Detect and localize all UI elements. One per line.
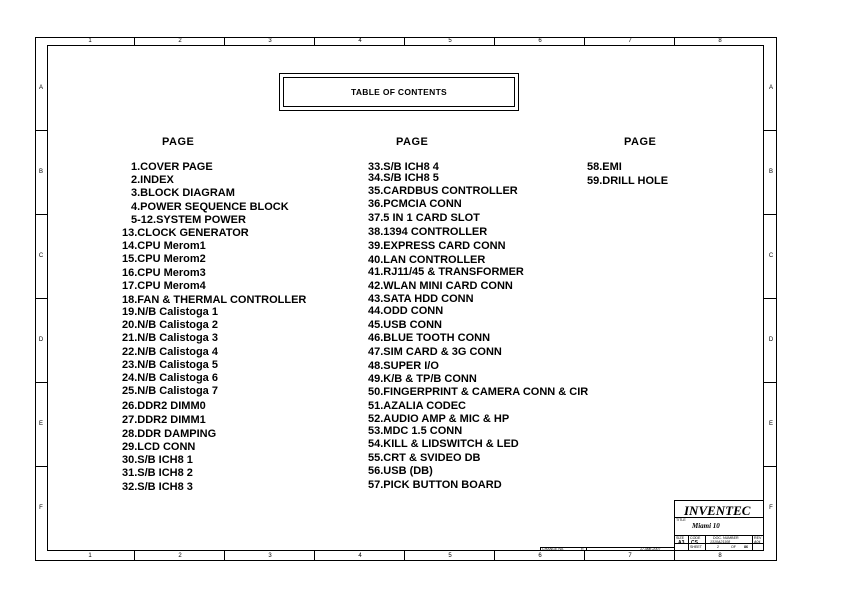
zone-row-e: E bbox=[38, 421, 43, 427]
toc-entry: 46.BLUE TOOTH CONN bbox=[368, 332, 491, 344]
column-header-3: PAGE bbox=[624, 136, 657, 148]
zone-row-d: D bbox=[38, 337, 44, 343]
zone-col-3: 3 bbox=[268, 38, 272, 44]
zone-col-4-bottom: 4 bbox=[358, 553, 362, 559]
zone-col-3-bottom: 3 bbox=[268, 553, 272, 559]
toc-entry: 36.PCMCIA CONN bbox=[368, 198, 462, 210]
toc-entry: 1.COVER PAGE bbox=[131, 161, 213, 173]
toc-entry: 21.N/B Calistoga 3 bbox=[122, 332, 218, 344]
toc-entry: 45.USB CONN bbox=[368, 319, 442, 331]
toc-entry: 56.USB (DB) bbox=[368, 465, 433, 477]
column-header-1: PAGE bbox=[162, 136, 195, 148]
zone-row-c-right: C bbox=[768, 253, 774, 259]
zone-col-7-bottom: 7 bbox=[628, 553, 632, 559]
title-label: TITLE bbox=[676, 518, 686, 522]
zone-row-f-right: F bbox=[769, 505, 773, 511]
toc-entry: 24.N/B Calistoga 6 bbox=[122, 372, 218, 384]
toc-entry: 44.ODD CONN bbox=[368, 305, 444, 317]
zone-row-f: F bbox=[39, 505, 43, 511]
of-label: OF bbox=[731, 545, 736, 549]
toc-entry: 28.DDR DAMPING bbox=[122, 428, 217, 440]
zone-col-2-bottom: 2 bbox=[178, 553, 182, 559]
toc-entry: 5-12.SYSTEM POWER bbox=[131, 214, 246, 226]
zone-row-b-right: B bbox=[768, 169, 773, 175]
change-label: CHANGE No. bbox=[542, 547, 564, 551]
toc-entry: 47.SIM CARD & 3G CONN bbox=[368, 346, 502, 358]
zone-row-e-right: E bbox=[768, 421, 773, 427]
toc-entry: 41.RJ11/45 & TRANSFORMER bbox=[368, 266, 524, 278]
toc-entry: 37.5 IN 1 CARD SLOT bbox=[368, 212, 480, 224]
toc-entry: 57.PICK BUTTON BOARD bbox=[368, 479, 502, 491]
zone-col-5: 5 bbox=[448, 38, 452, 44]
toc-entry: 25.N/B Calistoga 7 bbox=[122, 385, 218, 397]
toc-entry: 30.S/B ICH8 1 bbox=[122, 454, 193, 466]
code-value: CS bbox=[691, 540, 698, 546]
toc-entry: 39.EXPRESS CARD CONN bbox=[368, 240, 506, 252]
revision: A04 bbox=[754, 540, 761, 544]
toc-entry: 35.CARDBUS CONTROLLER bbox=[368, 185, 518, 197]
size-label: SIZE bbox=[676, 536, 684, 540]
company-name: INVENTEC bbox=[684, 503, 751, 518]
toc-entry: 43.SATA HDD CONN bbox=[368, 293, 474, 305]
sheet-number: 2 bbox=[717, 545, 719, 549]
toc-entry: 50.FINGERPRINT & CAMERA CONN & CIR bbox=[368, 386, 589, 398]
total-sheets: 86 bbox=[744, 545, 748, 549]
zone-col-6: 6 bbox=[538, 38, 542, 44]
toc-entry: 51.AZALIA CODEC bbox=[368, 400, 466, 412]
toc-entry: 31.S/B ICH8 2 bbox=[122, 467, 193, 479]
zone-col-8-bottom: 8 bbox=[718, 553, 722, 559]
doc-number: 1310A21108 bbox=[710, 540, 731, 544]
toc-entry: 40.LAN CONTROLLER bbox=[368, 254, 486, 266]
column-header-2: PAGE bbox=[396, 136, 429, 148]
zone-row-c: C bbox=[38, 253, 44, 259]
toc-entry: 52.AUDIO AMP & MIC & HP bbox=[368, 413, 510, 425]
toc-entry: 17.CPU Merom4 bbox=[122, 280, 206, 292]
toc-entry: 22.N/B Calistoga 4 bbox=[122, 346, 218, 358]
changed-by: R bbox=[581, 547, 584, 551]
toc-entry: 2.INDEX bbox=[131, 174, 174, 186]
toc-entry: 59.DRILL HOLE bbox=[587, 175, 669, 187]
zone-col-6-bottom: 6 bbox=[538, 553, 542, 559]
zone-col-5-bottom: 5 bbox=[448, 553, 452, 559]
toc-entry: 16.CPU Merom3 bbox=[122, 267, 206, 279]
zone-row-d-right: D bbox=[768, 337, 774, 343]
toc-entry: 42.WLAN MINI CARD CONN bbox=[368, 280, 513, 292]
toc-entry: 33.S/B ICH8 4 bbox=[368, 161, 439, 173]
release-date: 17-Mar-2007 bbox=[640, 547, 661, 551]
toc-entry: 54.KILL & LIDSWITCH & LED bbox=[368, 438, 519, 450]
toc-entry: 38.1394 CONTROLLER bbox=[368, 226, 488, 238]
document-title: TABLE OF CONTENTS bbox=[283, 77, 515, 107]
toc-entry: 49.K/B & TP/B CONN bbox=[368, 373, 477, 385]
zone-col-8: 8 bbox=[718, 38, 722, 44]
toc-entry: 34.S/B ICH8 5 bbox=[368, 172, 439, 184]
toc-entry: 55.CRT & SVIDEO DB bbox=[368, 452, 481, 464]
toc-entry: 19.N/B Calistoga 1 bbox=[122, 306, 218, 318]
toc-entry: 27.DDR2 DIMM1 bbox=[122, 414, 206, 426]
toc-entry: 32.S/B ICH8 3 bbox=[122, 481, 193, 493]
toc-entry: 23.N/B Calistoga 5 bbox=[122, 359, 218, 371]
toc-entry: 13.CLOCK GENERATOR bbox=[122, 227, 249, 239]
toc-entry: 48.SUPER I/O bbox=[368, 360, 439, 372]
toc-entry: 20.N/B Calistoga 2 bbox=[122, 319, 218, 331]
toc-entry: 26.DDR2 DIMM0 bbox=[122, 400, 206, 412]
toc-entry: 18.FAN & THERMAL CONTROLLER bbox=[122, 294, 307, 306]
toc-entry: 3.BLOCK DIAGRAM bbox=[131, 187, 235, 199]
zone-row-a: A bbox=[38, 85, 43, 91]
doc-number-label: DOC. NUMBER bbox=[713, 536, 739, 540]
zone-col-7: 7 bbox=[628, 38, 632, 44]
zone-row-b: B bbox=[38, 169, 43, 175]
zone-row-a-right: A bbox=[768, 85, 773, 91]
zone-col-2: 2 bbox=[178, 38, 182, 44]
sheet-label: SHEET bbox=[690, 545, 702, 549]
zone-col-1-bottom: 1 bbox=[88, 553, 92, 559]
zone-col-1: 1 bbox=[88, 38, 92, 44]
project-name: Miami 10 bbox=[692, 522, 720, 530]
rev-label: REV bbox=[754, 536, 762, 540]
toc-entry: 4.POWER SEQUENCE BLOCK bbox=[131, 201, 289, 213]
code-label: CODE bbox=[690, 536, 701, 540]
toc-entry: 58.EMI bbox=[587, 161, 622, 173]
toc-entry: 14.CPU Merom1 bbox=[122, 240, 206, 252]
toc-entry: 29.LCD CONN bbox=[122, 441, 196, 453]
zone-col-4: 4 bbox=[358, 38, 362, 44]
sheet-size: A3 bbox=[678, 540, 685, 546]
toc-entry: 15.CPU Merom2 bbox=[122, 253, 206, 265]
toc-entry: 53.MDC 1.5 CONN bbox=[368, 425, 463, 437]
